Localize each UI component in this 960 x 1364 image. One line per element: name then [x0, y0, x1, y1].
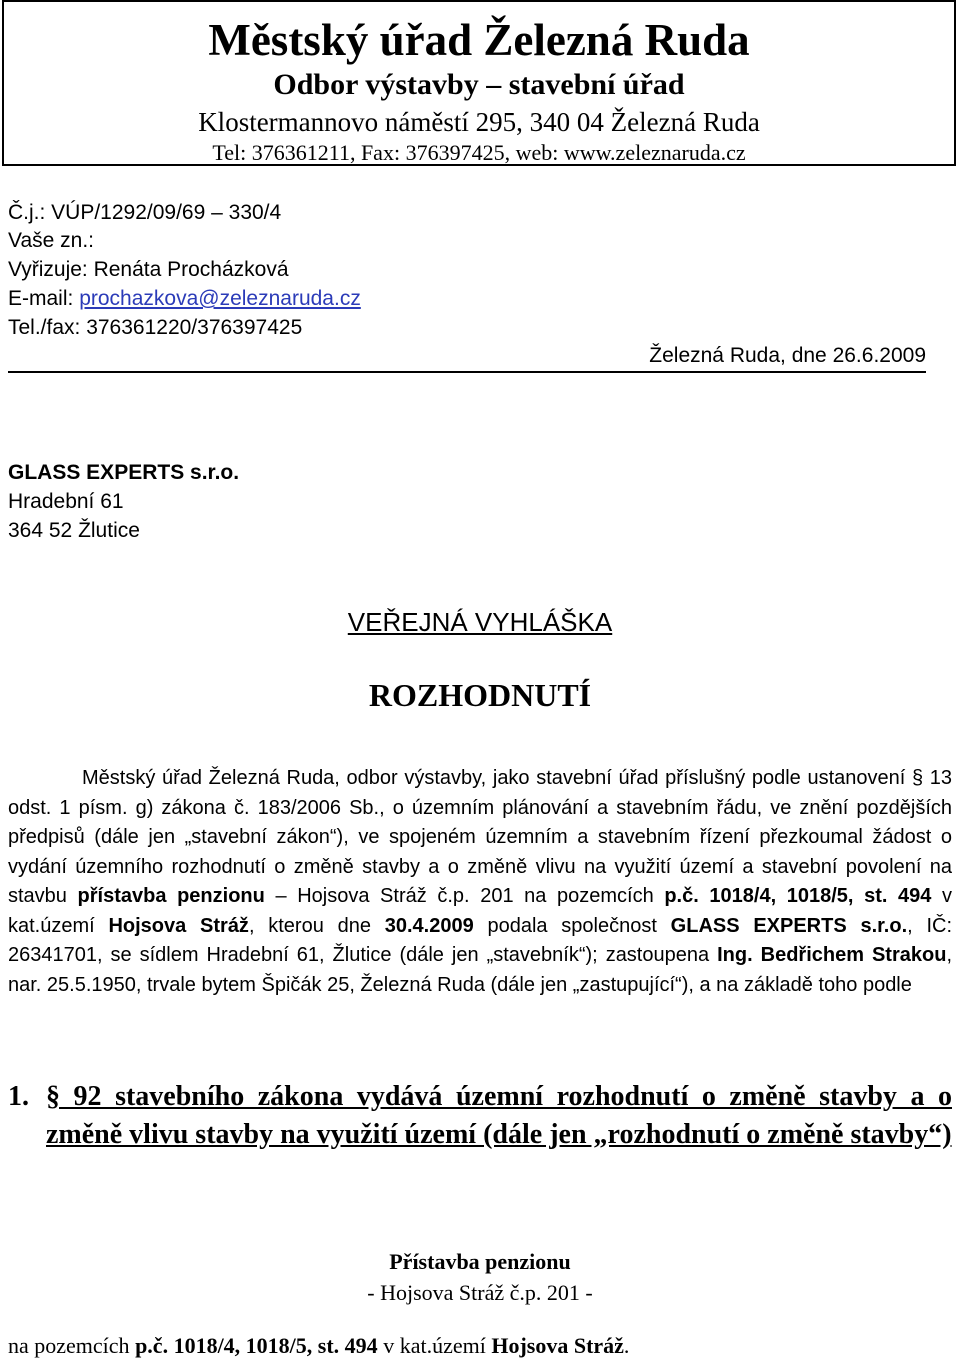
- decision-body-paragraph: [8, 764, 952, 1000]
- case-number: Č.j.: VÚP/1292/09/69 – 330/4: [8, 201, 282, 224]
- letterhead: [2, 0, 956, 166]
- construction-title: Přístavba penzionu: [389, 1249, 571, 1274]
- parcel-location: na pozemcích p.č. 1018/4, 1018/5, st. 494 v kat.území Hojsova Stráž.: [8, 1333, 630, 1358]
- recipient-name: GLASS EXPERTS s.r.o.: [8, 461, 240, 484]
- your-reference: Vaše zn.:: [8, 229, 94, 252]
- decision-heading: ROZHODNUTÍ: [368, 677, 592, 713]
- recipient-street: Hradební 61: [8, 490, 124, 513]
- decision-point-1: [8, 1078, 952, 1154]
- point-title: § 92 stavebního zákona vydává územní rozhodnutí o změně stavby a o změně vlivu stavby na využití území (dále jen „rozhodnutí o změně stavby“): [46, 1081, 952, 1150]
- email-link[interactable]: prochazkova@zeleznaruda.cz: [79, 287, 361, 310]
- phone-fax: Tel./fax: 376361220/376397425: [8, 316, 303, 339]
- point-number: 1.: [8, 1081, 29, 1112]
- handled-by: Vyřizuje: Renáta Procházková: [8, 258, 289, 281]
- place-and-date: Železná Ruda, dne 26.6.2009: [8, 343, 926, 373]
- public-notice-heading: VEŘEJNÁ VYHLÁŠKA: [347, 607, 613, 637]
- department-name: Odbor výstavby – stavební úřad: [273, 68, 685, 101]
- recipient-city: 364 52 Žlutice: [8, 519, 140, 542]
- office-address: Klostermannovo náměstí 295, 340 04 Železná Ruda: [198, 107, 760, 137]
- email-label: E-mail:: [8, 287, 80, 310]
- office-name: Městský úřad Železná Ruda: [208, 15, 750, 65]
- body-text-run: Městský úřad Železná Ruda, odbor výstavby, jako stavební úřad příslušný podle ustanovení § 13 odst. 1 písm. g) zákona č. 183/2006 Sb., o územním plánování a stavebním řádu, ve znění pozdějších předpisů (dále jen „stavební zákon“), ve spojeném územním a stavebním řízení přezkoumal žádost o vydání územního rozhodnutí o změně stavby a o změně vlivu na využití území a stavební povolení na stavbu přístavba penzionu – Hojsova Stráž č.p. 201 na pozemcích p.č. 1018/4, 1018/5, st. 494 v kat.území Hojsova Stráž, kterou dne 30.4.2009 podala společnost GLASS EXPERTS s.r.o., IČ: 26341701, se sídlem Hradební 61, Žlutice (dále jen „stavebník“); zastoupena Ing. Bedřichem Strakou, nar. 25.5.1950, trvale bytem Špičák 25, Železná Ruda (dále jen „zastupující“), a na základě toho podle: [8, 767, 953, 996]
- construction-subtitle: - Hojsova Stráž č.p. 201 -: [367, 1280, 593, 1305]
- email-line: [8, 286, 361, 312]
- office-contact: Tel: 376361211, Fax: 376397425, web: www.zeleznaruda.cz: [212, 140, 746, 165]
